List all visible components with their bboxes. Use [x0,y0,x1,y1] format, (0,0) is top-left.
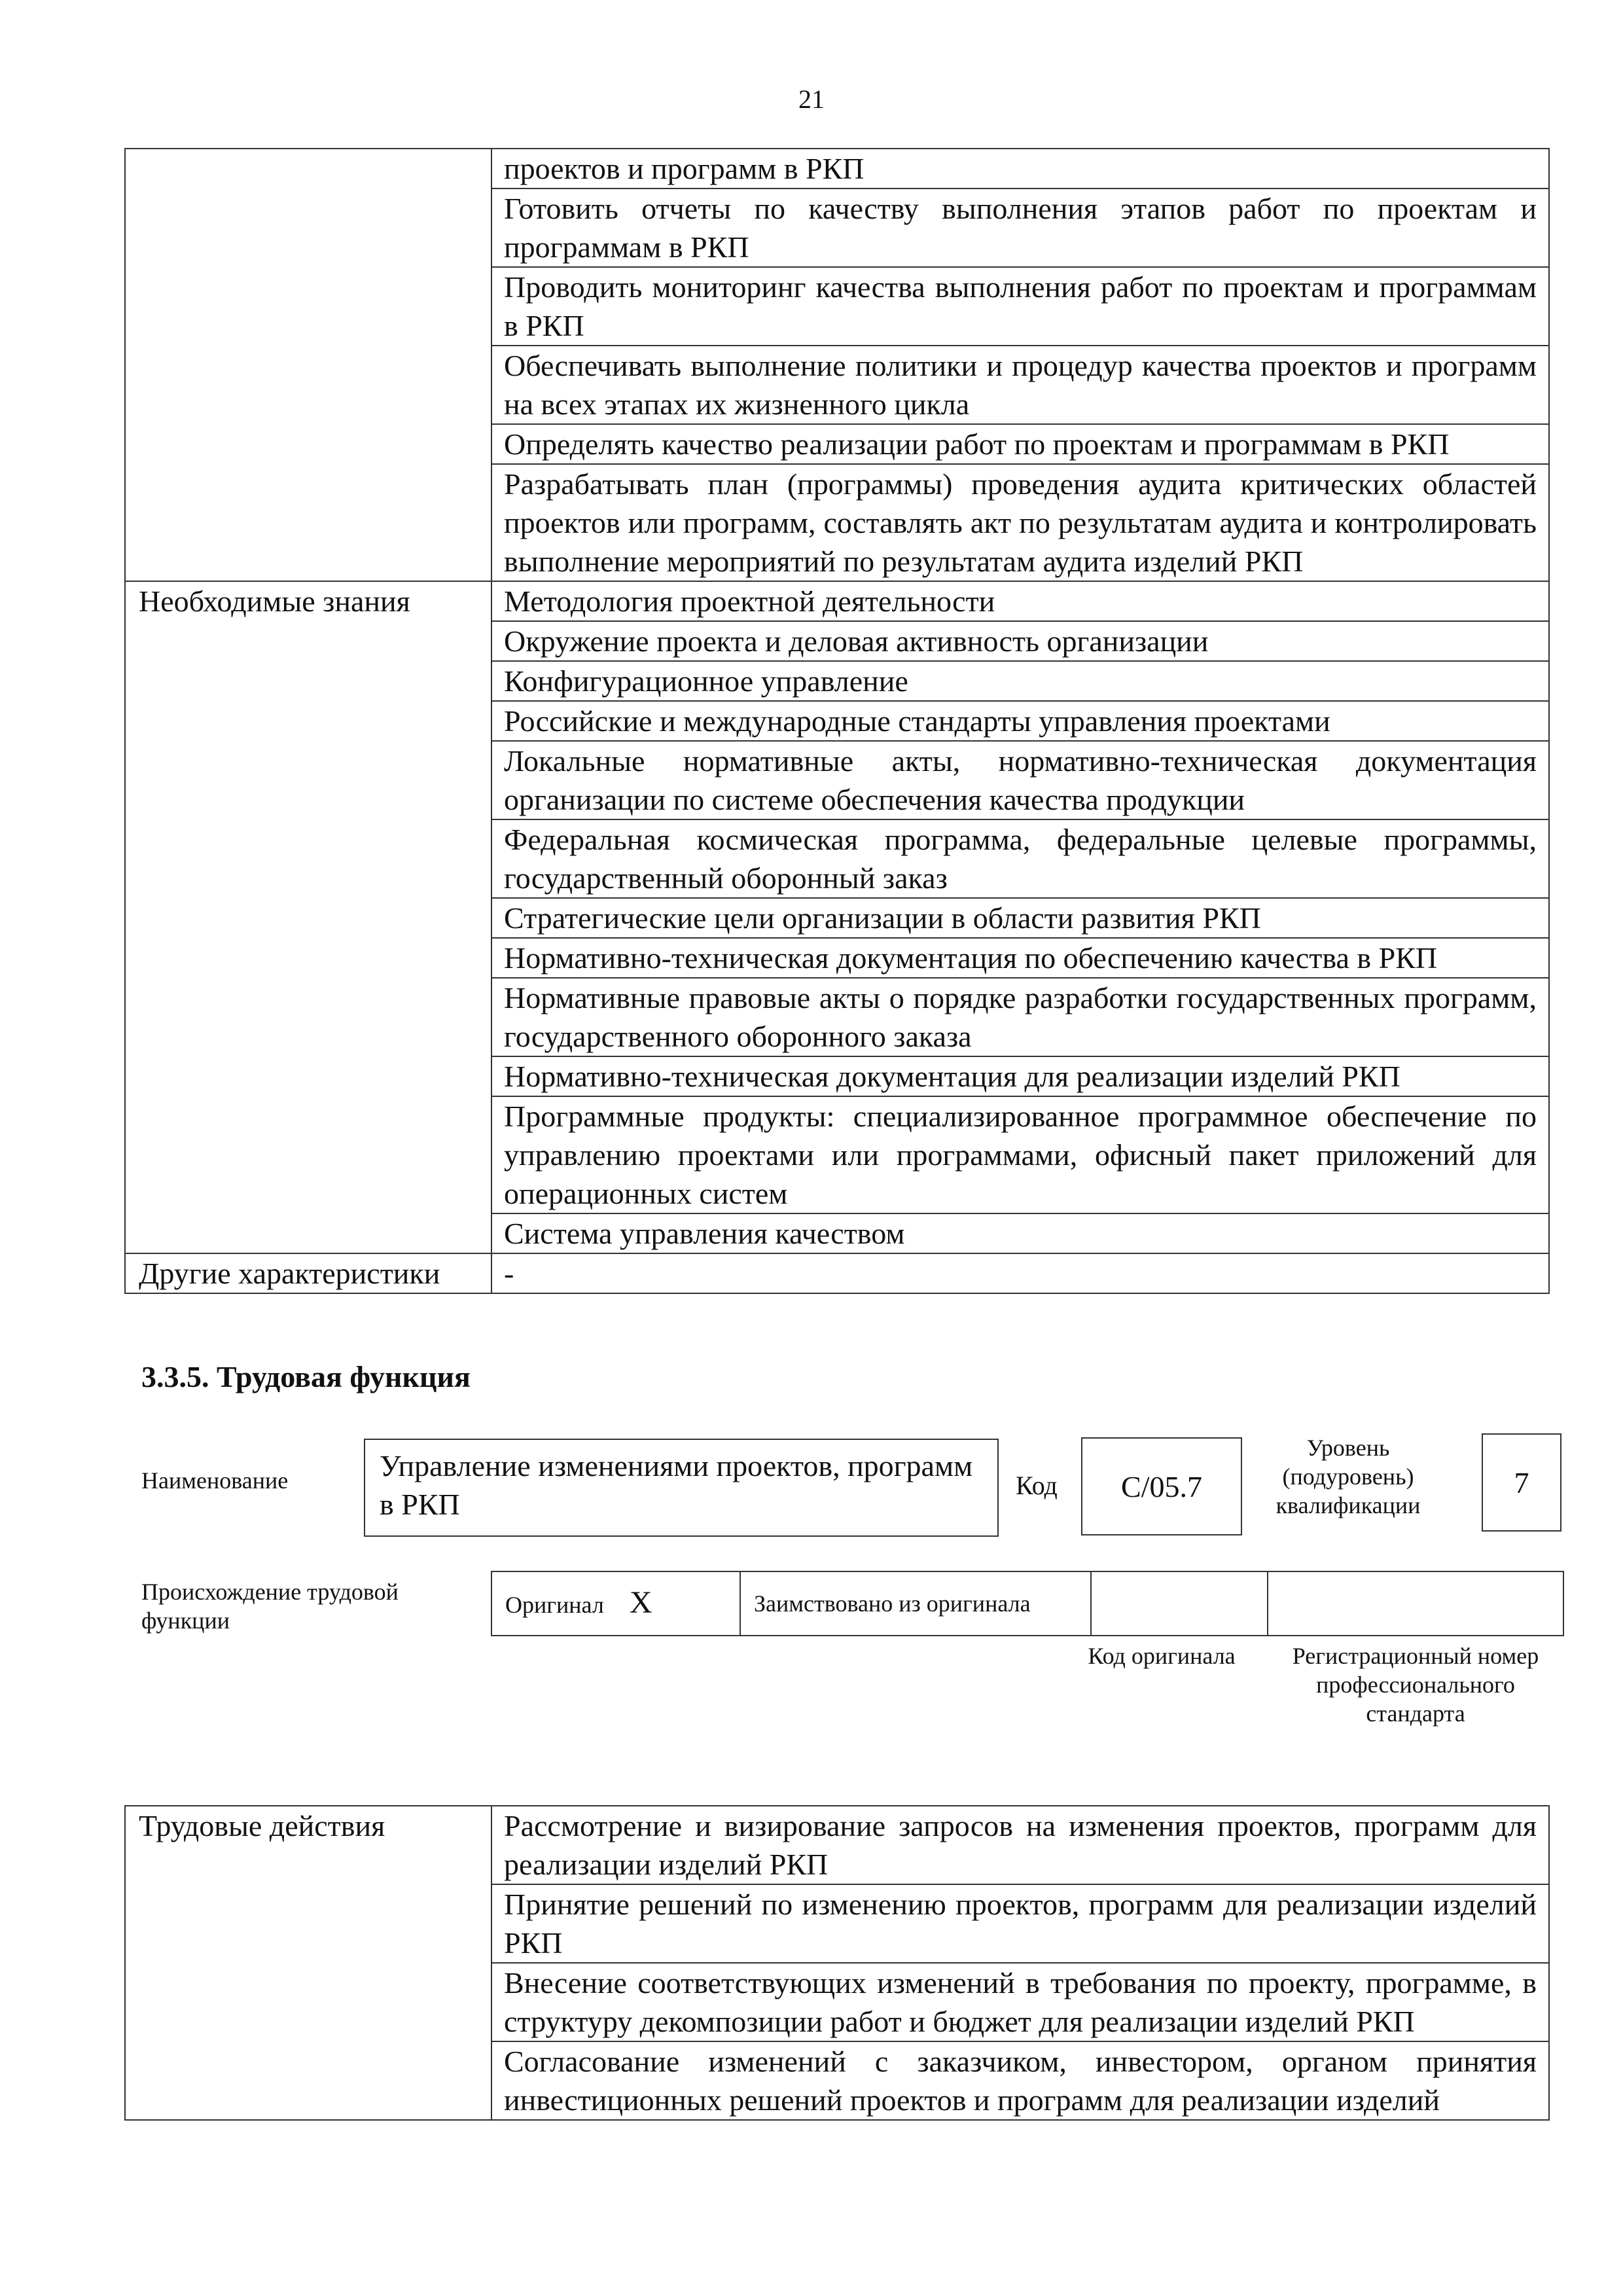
knowledge-item: Российские и международные стандарты управления проектами [491,701,1549,741]
origin-table [491,1571,1564,1636]
original-label: Оригинал [505,1591,604,1618]
knowledge-item: Нормативно-техническая документация по обеспечению качества в РКП [491,938,1549,978]
skill-item: Разрабатывать план (программы) проведения аудита критических областей проектов или программ, составлять акт по результатам аудита и контролировать выполнение мероприятий по результатам аудита изделий РКП [491,464,1549,581]
knowledge-item: Локальные нормативные акты, нормативно-техническая документация организации по системе обеспечения качества продукции [491,741,1549,819]
table-row [125,581,1549,621]
other-item: - [491,1253,1549,1293]
page-number: 21 [798,84,825,114]
knowledge-item: Система управления качеством [491,1213,1549,1253]
skill-item: Обеспечивать выполнение политики и процедур качества проектов и программ на всех этапах их жизненного цикла [491,346,1549,424]
row-label [125,149,491,581]
knowledge-item: Федеральная космическая программа, федеральные целевые программы, государственный оборонный заказ [491,819,1549,898]
section-title: 3.3.5. Трудовая функция [141,1360,471,1393]
row-label-other: Другие характеристики [125,1253,491,1293]
knowledge-item: Нормативно-техническая документация для реализации изделий РКП [491,1056,1549,1096]
level-label: Уровень (подуровень) квалификации [1275,1435,1421,1518]
table-row [125,1253,1549,1293]
row-label-actions: Трудовые действия [125,1806,491,2120]
original-mark: X [629,1585,652,1620]
table-row [125,149,1549,188]
orig-code-caption: Код оригинала [1088,1643,1236,1669]
knowledge-item: Нормативные правовые акты о порядке разработки государственных программ, государственного оборонного заказа [491,978,1549,1056]
orig-code-cell [1091,1571,1268,1636]
reg-number-caption: Регистрационный номер профессионального стандарта [1292,1643,1539,1727]
action-item: Принятие решений по изменению проектов, программ для реализации изделий РКП [491,1884,1549,1963]
skill-item: Проводить мониторинг качества выполнения работ по проектам и программам в РКП [491,267,1549,346]
table-row [125,1806,1549,1884]
skill-item: Определять качество реализации работ по проектам и программам в РКП [491,424,1549,464]
action-item: Рассмотрение и визирование запросов на изменения проектов, программ для реализации изделий РКП [491,1806,1549,1884]
competency-table [124,148,1550,1294]
skill-item: Готовить отчеты по качеству выполнения этапов работ по проектам и программам в РКП [491,188,1549,267]
function-name-box: Управление изменениями проектов, программ в РКП [364,1439,999,1537]
action-item: Внесение соответствующих изменений в требования по проекту, программе, в структуру декомпозиции работ и бюджет для реализации изделий РКП [491,1963,1549,2041]
knowledge-item: Методология проектной деятельности [491,581,1549,621]
knowledge-item: Программные продукты: специализированное программное обеспечение по управлению проектами или программами, офисный пакет приложений для операционных систем [491,1096,1549,1213]
skill-item: проектов и программ в РКП [491,149,1549,188]
borrowed-label: Заимствовано из оригинала [740,1571,1091,1636]
knowledge-item: Стратегические цели организации в области развития РКП [491,898,1549,938]
reg-number-cell [1268,1571,1563,1636]
knowledge-item: Конфигурационное управление [491,661,1549,701]
name-label: Наименование [141,1467,289,1494]
code-label: Код [1016,1471,1058,1500]
actions-table [124,1805,1550,2121]
row-label-knowledge: Необходимые знания [125,581,491,1253]
knowledge-item: Окружение проекта и деловая активность организации [491,621,1549,661]
code-box: C/05.7 [1081,1437,1242,1535]
action-item: Согласование изменений с заказчиком, инвестором, органом принятия инвестиционных решений проектов и программ для реализации изделий [491,2041,1549,2120]
original-cell [491,1571,740,1636]
level-box: 7 [1482,1433,1561,1532]
origin-label: Происхождение трудовой функции [141,1579,399,1634]
